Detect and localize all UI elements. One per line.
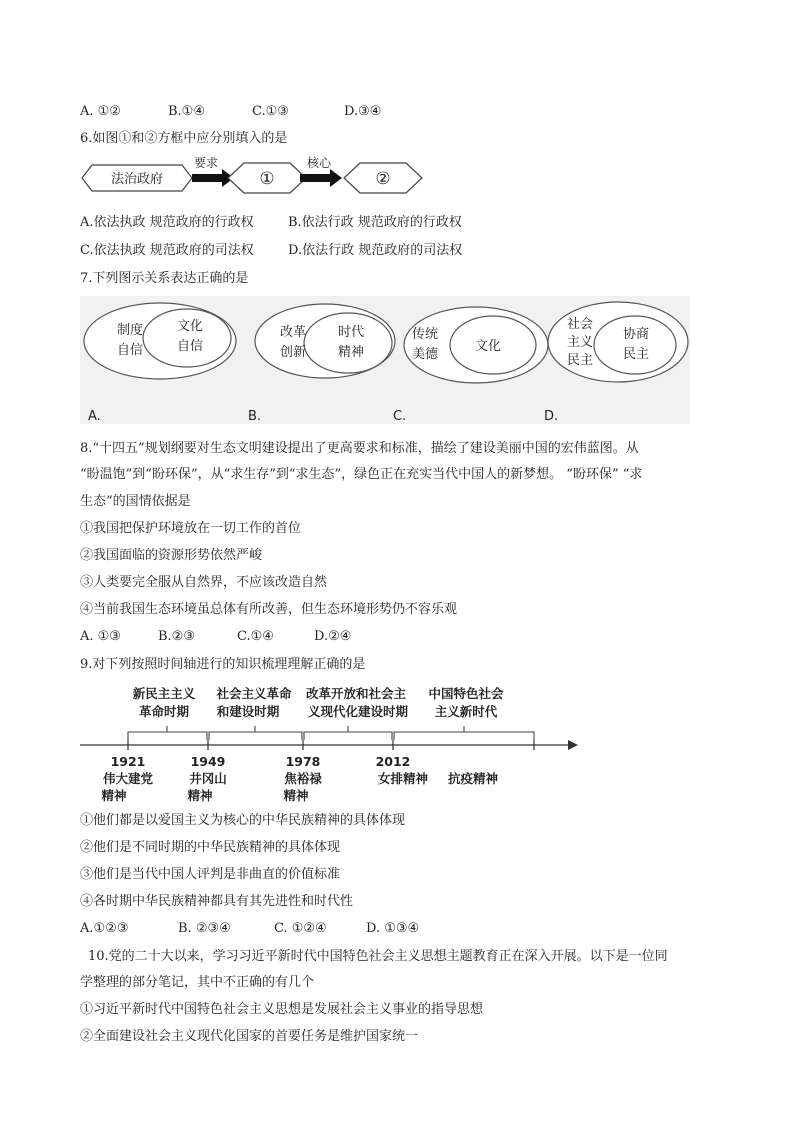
- q7-b-inner-line2: 精神: [337, 345, 365, 360]
- q8-stem-line2: “盼温饱”到“盼环保”，从“求生存”到“求生态”，绿色正在充实当代中国人的新梦想。 “盼环保” “求: [80, 467, 643, 482]
- q7-b-outer-line2: 创新: [279, 345, 307, 360]
- q6-option-b: B.依法行政 规范政府的行政权: [288, 215, 462, 230]
- q6-option-a: A.依法执政 规范政府的行政权: [80, 215, 254, 230]
- q9-period-4-line1: 中国特色社会: [428, 686, 504, 701]
- q8-item-2: ②我国面临的资源形势依然严峻: [80, 548, 263, 563]
- q7-b-label: B.: [248, 409, 262, 424]
- q5-option-c: C.①③: [252, 104, 289, 119]
- q7-a-inner-ellipse: [143, 309, 231, 367]
- q9-spirit-1-line1: 伟大建党: [102, 771, 154, 786]
- q7-c-outer-line2: 美德: [411, 347, 439, 362]
- q8-option-b: B.②③: [158, 629, 195, 644]
- q9-stem: 9.对下列按照时间轴进行的知识梳理理解正确的是: [80, 657, 366, 672]
- q9-bracket-3: [304, 726, 392, 740]
- q9-spirit-3-line1: 焦裕禄: [284, 771, 322, 786]
- q10-stem-line2: 学整理的部分笔记，其中不正确的有几个: [80, 975, 315, 990]
- q9-option-a: A.①②③: [80, 921, 129, 936]
- q10-item-1: ①习近平新时代中国特色社会主义思想是发展社会主义事业的指导思想: [80, 1002, 484, 1017]
- q9-year-2012: 2012: [375, 754, 411, 769]
- q9-item-3: ③他们是当代中国人评判是非曲直的价值标准: [80, 867, 341, 882]
- q7-a-label: A.: [88, 409, 101, 424]
- q9-axis-arrowhead: [568, 740, 578, 750]
- q7-b-outer-line1: 改革: [279, 325, 307, 340]
- q9-spirit-2-line2: 精神: [187, 788, 213, 803]
- q7-a-inner-line2: 自信: [176, 339, 204, 354]
- q6-arrow2-head: [330, 169, 342, 187]
- q7-c-label: C.: [393, 409, 407, 424]
- q6-arrow1-shaft: [192, 174, 222, 182]
- q9-option-d: D. ①③④: [366, 921, 420, 936]
- q9-period-3-line1: 改革开放和社会主: [305, 686, 407, 701]
- q8-option-a: A. ①③: [80, 629, 121, 644]
- q8-stem-line3: 生态“的国情依据是: [80, 494, 191, 509]
- q9-spirit-5: 抗疫精神: [447, 771, 499, 786]
- q7-b-inner-ellipse: [304, 313, 392, 373]
- q9-item-1: ①他们都是以爱国主义为核心的中华民族精神的具体体现: [80, 813, 406, 828]
- q5-option-d: D.③④: [344, 104, 382, 119]
- q8-item-4: ④当前我国生态环境虽总体有所改善，但生态环境形势仍不容乐观: [80, 602, 458, 617]
- q6-stem: 6.如图①和②方框中应分别填入的是: [80, 131, 288, 146]
- q8-item-3: ③人类要完全服从自然界，不应该改造自然: [80, 575, 328, 590]
- q8-stem-line1: 8.“十四五”规划纲要对生态文明建设提出了更高要求和标准，描绘了建设美丽中国的宏伟蓝图。从: [80, 441, 639, 456]
- q6-box1-label: ①: [259, 169, 275, 189]
- q7-b-inner-line1: 时代: [337, 325, 365, 340]
- q10-stem-line1: 10.党的二十大以来，学习习近平新时代中国特色社会主义思想主题教育正在深入开展。以下是一位同: [88, 949, 668, 964]
- q5-option-a: A. ①②: [80, 104, 121, 119]
- q9-period-1-line2: 革命时期: [138, 704, 190, 719]
- q7-a-outer-line1: 制度: [116, 323, 144, 338]
- q9-period-3-line2: 义现代化建设时期: [307, 704, 409, 719]
- q7-c-outer-line1: 传统: [411, 327, 439, 342]
- q6-arrow2-shaft: [300, 174, 330, 182]
- q6-option-d: D.依法行政 规范政府的司法权: [288, 243, 463, 258]
- q9-item-2: ②他们是不同时期的中华民族精神的具体体现: [80, 840, 341, 855]
- q7-d-outer-line2: 主义: [566, 335, 594, 350]
- q9-bracket-4: [394, 726, 534, 740]
- q7-d-inner-ellipse: [594, 316, 676, 374]
- q7-d-inner-line1: 协商: [622, 327, 650, 342]
- q8-item-1: ①我国把保护环境放在一切工作的首位: [80, 521, 302, 536]
- q9-year-1921: 1921: [110, 754, 146, 769]
- q6-arrow1-label: 要求: [193, 156, 219, 170]
- q9-spirit-3-line2: 精神: [283, 788, 309, 803]
- q6-start-label: 法治政府: [110, 172, 164, 187]
- q6-arrow2-label: 核心: [306, 156, 332, 170]
- q7-c-inner-line1: 文化: [474, 339, 502, 354]
- q9-spirit-1-line2: 精神: [101, 788, 127, 803]
- q9-bracket-2: [209, 726, 302, 740]
- q7-stem: 7.下列图示关系表达正确的是: [80, 271, 249, 286]
- q7-venn-panel: [80, 296, 690, 424]
- q9-period-2-line1: 社会主义革命: [216, 686, 292, 701]
- q9-spirit-4: 女排精神: [377, 771, 429, 786]
- q8-option-c: C.①④: [237, 629, 274, 644]
- q9-item-4: ④各时期中华民族精神都具有其先进性和时代性: [80, 894, 354, 909]
- q6-box2-label: ②: [375, 169, 391, 189]
- q7-d-inner-line2: 民主: [622, 347, 650, 362]
- q7-a-inner-line1: 文化: [176, 319, 204, 334]
- q9-option-c: C. ①②④: [274, 921, 327, 936]
- q9-period-2-line2: 和建设时期: [216, 704, 280, 719]
- q7-a-outer-line2: 自信: [116, 343, 144, 358]
- q8-option-d: D.②④: [314, 629, 352, 644]
- q9-year-1978: 1978: [285, 754, 321, 769]
- q9-period-1-line1: 新民主主义: [132, 686, 196, 701]
- q7-d-outer-line3: 民主: [566, 353, 594, 368]
- q10-item-2: ②全面建设社会主义现代化国家的首要任务是维护国家统一: [80, 1029, 419, 1044]
- q6-option-c: C.依法执政 规范政府的司法权: [80, 243, 254, 258]
- q9-spirit-2-line1: 井冈山: [189, 771, 227, 786]
- q9-bracket-1: [128, 726, 207, 740]
- q6-flow-diagram: [76, 155, 436, 200]
- q9-option-b: B. ②③④: [178, 921, 231, 936]
- q9-year-1949: 1949: [190, 754, 226, 769]
- q9-timeline: [76, 682, 586, 806]
- q7-d-outer-line1: 社会: [566, 317, 594, 332]
- q7-venn-diagrams: [80, 296, 690, 424]
- q5-option-b: B.①④: [168, 104, 205, 119]
- q9-period-4-line2: 主义新时代: [434, 704, 498, 719]
- q7-d-label: D.: [544, 409, 559, 424]
